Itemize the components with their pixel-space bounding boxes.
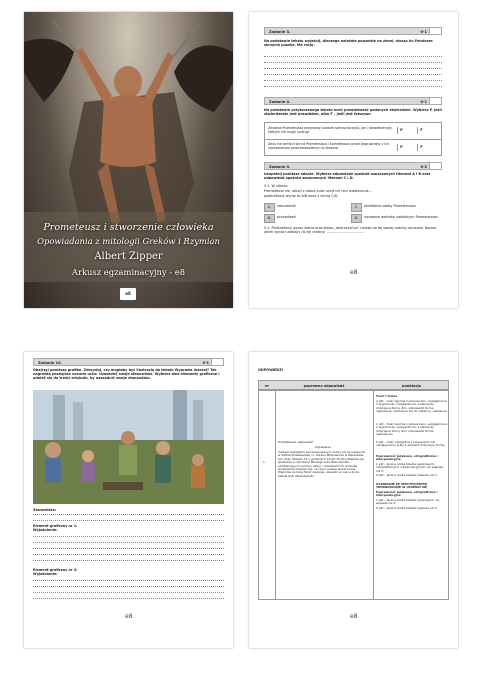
answer-line[interactable]: [33, 560, 224, 561]
statement-1: Zesłanie Prometeusza przyniosły ludziom szereg korzyści, jak i konsekwencje, których nie mogli uniknąć.: [268, 126, 393, 134]
answer-line[interactable]: [33, 554, 224, 555]
answers-table-body: [258, 390, 449, 600]
scoring-2pkt: 2 pkt – treść zgodna z poleceniem, uwzględniono 3 argumenty, uwzględniono 3 elementy dotyczące formy (tzn. odpowiedź forma ogłoszenia, zwracanie się do odbiorcy, nadawca),: [376, 399, 448, 414]
task5-sub: 5.1. W zdaniu:: [264, 184, 289, 188]
scoring-1pkt: 1 pkt – treść zgodna z poleceniem, uwzględniono 2 argumenty, uwzględniono 2 elementy dotyczące formy (tzn. odpowiedź forma ogłoszenia),: [376, 422, 448, 437]
task3-header: Zadanie 3. 0-1: [264, 27, 442, 35]
task3-prompt: Na podstawie tekstu wyjaśnij, dlaczego należała powodzie na ziemi, niosąc ku Pandorze skrzynię puszkę. Ma rację.: [264, 39, 433, 48]
statement-2: Zeus nie zemścił się na Prometeuszu i Epimeteuszu przez jego sprzęty z ich zachowaniem przeciwstawianym w utworze.: [268, 142, 389, 150]
answer-line[interactable]: [264, 56, 442, 57]
answer-line[interactable]: [33, 514, 224, 515]
true-false-table: [264, 122, 442, 156]
score-box: [429, 98, 441, 104]
cover-page: [24, 12, 233, 308]
answers-table-header: nr poprawna odpowiedź punktacja: [258, 380, 449, 390]
option-c-box[interactable]: C.: [351, 203, 362, 212]
task4-prompt: Na podstawie przytoczonego tekstu oceń prawdziwość podanych stwierdzeń. Wybierz P, jeśli stwierdzenie jest prawdziwe, albo F – jeśli jest fałszywe.: [264, 108, 442, 117]
e8-logo-icon: e8: [350, 613, 358, 620]
option-p[interactable]: P: [397, 127, 405, 134]
scoring-special-1pkt: 1 pkt – łączna liczba błędów językowych nie większa niż 3,: [376, 498, 440, 506]
answer-line[interactable]: [33, 548, 224, 549]
answer-line[interactable]: [264, 68, 442, 69]
scoring-special-title: UCZNIOWIE ZE SPECYFICZNYMI TRUDNOŚCIAMI W UCZENIU SIĘ: [376, 482, 428, 490]
answer-line[interactable]: [33, 580, 224, 581]
option-a-label: rzeczownik: [277, 204, 296, 208]
scoring-language: Poprawność językowa, ortograficzna i interpunkcyjna: [376, 454, 438, 462]
answer-line[interactable]: [264, 62, 442, 63]
answer-line[interactable]: [264, 74, 442, 75]
explanation1-label: Wyjaśnienie:: [33, 528, 58, 532]
task10-header: Zadanie 10. 0-1: [33, 358, 224, 366]
cover-subtitle: Arkusz egzaminacyjny - e8: [71, 267, 186, 277]
task10-prompt: Obejrzyj poniższą grafikę. Zdecyduj, czy mogłaby być ilustracją do tekstu Wyprawa inaczej? Tak nagrodzą poznajesz uczucia ucha. Uzasadnij swoje stanowisko. Wybierz dwa elementy graficzne i odnieś się do treści artykułu, by uzasadnić swoje stanowisko.: [33, 368, 220, 381]
answer-title: Przykładowa odpowiedź:: [278, 440, 314, 444]
option-b-box[interactable]: B.: [264, 214, 275, 223]
option-f[interactable]: F: [417, 127, 425, 134]
e8-logo-icon: e8: [125, 613, 133, 620]
score-box: [211, 359, 223, 365]
answer-line[interactable]: [33, 592, 224, 593]
cover-illustration: [24, 12, 233, 308]
task5-note: podkreślony wyraz to A/B wraz z cechą C/D.: [264, 194, 339, 198]
element1-label: Element graficzny nr 1:: [33, 524, 78, 528]
e8-logo-icon: e8: [120, 288, 136, 300]
answer-line[interactable]: [33, 542, 224, 543]
cover-title-line1: Prometeusz i stworzenie człowieka: [43, 222, 214, 233]
scoring-language-1pkt: 1 pkt – łączna liczba błędów językowych, ortograficznych, interpunkcyjnych nie większa niż 3,: [376, 462, 444, 473]
scoring-title: Treść i forma: [376, 394, 398, 398]
row-number: 1.: [263, 460, 266, 464]
option-d-box[interactable]: D.: [351, 214, 362, 223]
answer-text: Uwaga! wszystkim zainteresowanym osoby już do naszej Sz. w Szkole Podstawowej nr. Adresu Mickiewicza w Warszawie prz. dzie. Wstaiła 12 o godzinach 12:00-15:00 odbędzie się spotkanie z członkami Młodego koła Wolontariatu potrzebującym pomocy dzieci i mieszkańcom. Podczas wydarzenia dowiesz się, na czym polega wolna praca. Wspólnie ze tobą Tekst naukowy uzupełni w nas w życie. Szkoła Koło Wolontariatu: [278, 450, 366, 478]
option-b-label: przysłówek: [277, 215, 296, 219]
option-c-label: określenie osoby Prometeusza: [364, 204, 416, 208]
e8-logo-icon: e8: [350, 269, 358, 276]
scoring-language-0pkt: 0 pkt – łączna liczba błędów większa niż 3.: [376, 473, 438, 477]
task5-sub2: 5.2. Podkreślony wyraz dobra oraz słowo „dobroczyńca” należą do tej samej rodziny wyrazów. Napisz, jakim wyraz należący do tej rodziny: ...................................: [264, 226, 438, 235]
volunteers-park-image: [33, 390, 224, 504]
tasks-page: [249, 12, 458, 308]
option-a-box[interactable]: A.: [264, 203, 275, 212]
option-p[interactable]: P: [397, 144, 405, 151]
illustration-task-page: [24, 352, 233, 648]
score-box: [429, 163, 441, 169]
answer-line[interactable]: [33, 536, 224, 537]
cover-title-line2: Opowiadania z mitologii Greków i Rzymian: [37, 236, 220, 246]
score-box: [429, 28, 441, 34]
answer-line[interactable]: [264, 86, 442, 87]
answer-line[interactable]: [33, 586, 224, 587]
answer-line[interactable]: [33, 520, 224, 521]
option-f[interactable]: F: [417, 144, 425, 151]
option-d-label: nazwanie wartości osobistych Prometeusza: [364, 215, 438, 219]
answers-header: ODPOWIEDZI: [258, 368, 283, 372]
task5-prompt: Uzupełnij poniższe zdanie. Wybierz odpowiedź spośród oznaczonych literami A i B oraz odpowiedź spośród oznaczonych literami C i D.: [264, 172, 431, 181]
explanation2-label: Wyjaśnienie:: [33, 572, 58, 576]
scoring-special-language: Poprawność językowa, ortograficzna i interpunkcyjna: [376, 490, 438, 498]
task5-sentence: Prometeusz nie, albo/i z dobra ludzi uczył ich lecz ostatecznie...: [264, 189, 372, 193]
cover-author: Albert Zipper: [94, 251, 163, 262]
answers-page: [249, 352, 458, 648]
task4-header: Zadanie 4. 0-1: [264, 97, 442, 105]
stance-label: Stanowisko:: [33, 508, 57, 512]
prometheus-chained-image: [24, 12, 233, 308]
scoring-0pkt: 0 pkt – treść niezgodna z poleceniem lub uwzględniono tylko 1 element dotyczący formy,: [376, 440, 446, 448]
element2-label: Element graficzny nr 2:: [33, 568, 78, 572]
answer-line[interactable]: [33, 598, 224, 599]
answer-sub: Ogłoszenie: [315, 445, 331, 449]
scoring-special-0pkt: 0 pkt – łączna liczba błędów większa niż 3.: [376, 506, 438, 510]
task5-header: Zadanie 5. 0-2: [264, 162, 442, 170]
answer-line[interactable]: [264, 80, 442, 81]
